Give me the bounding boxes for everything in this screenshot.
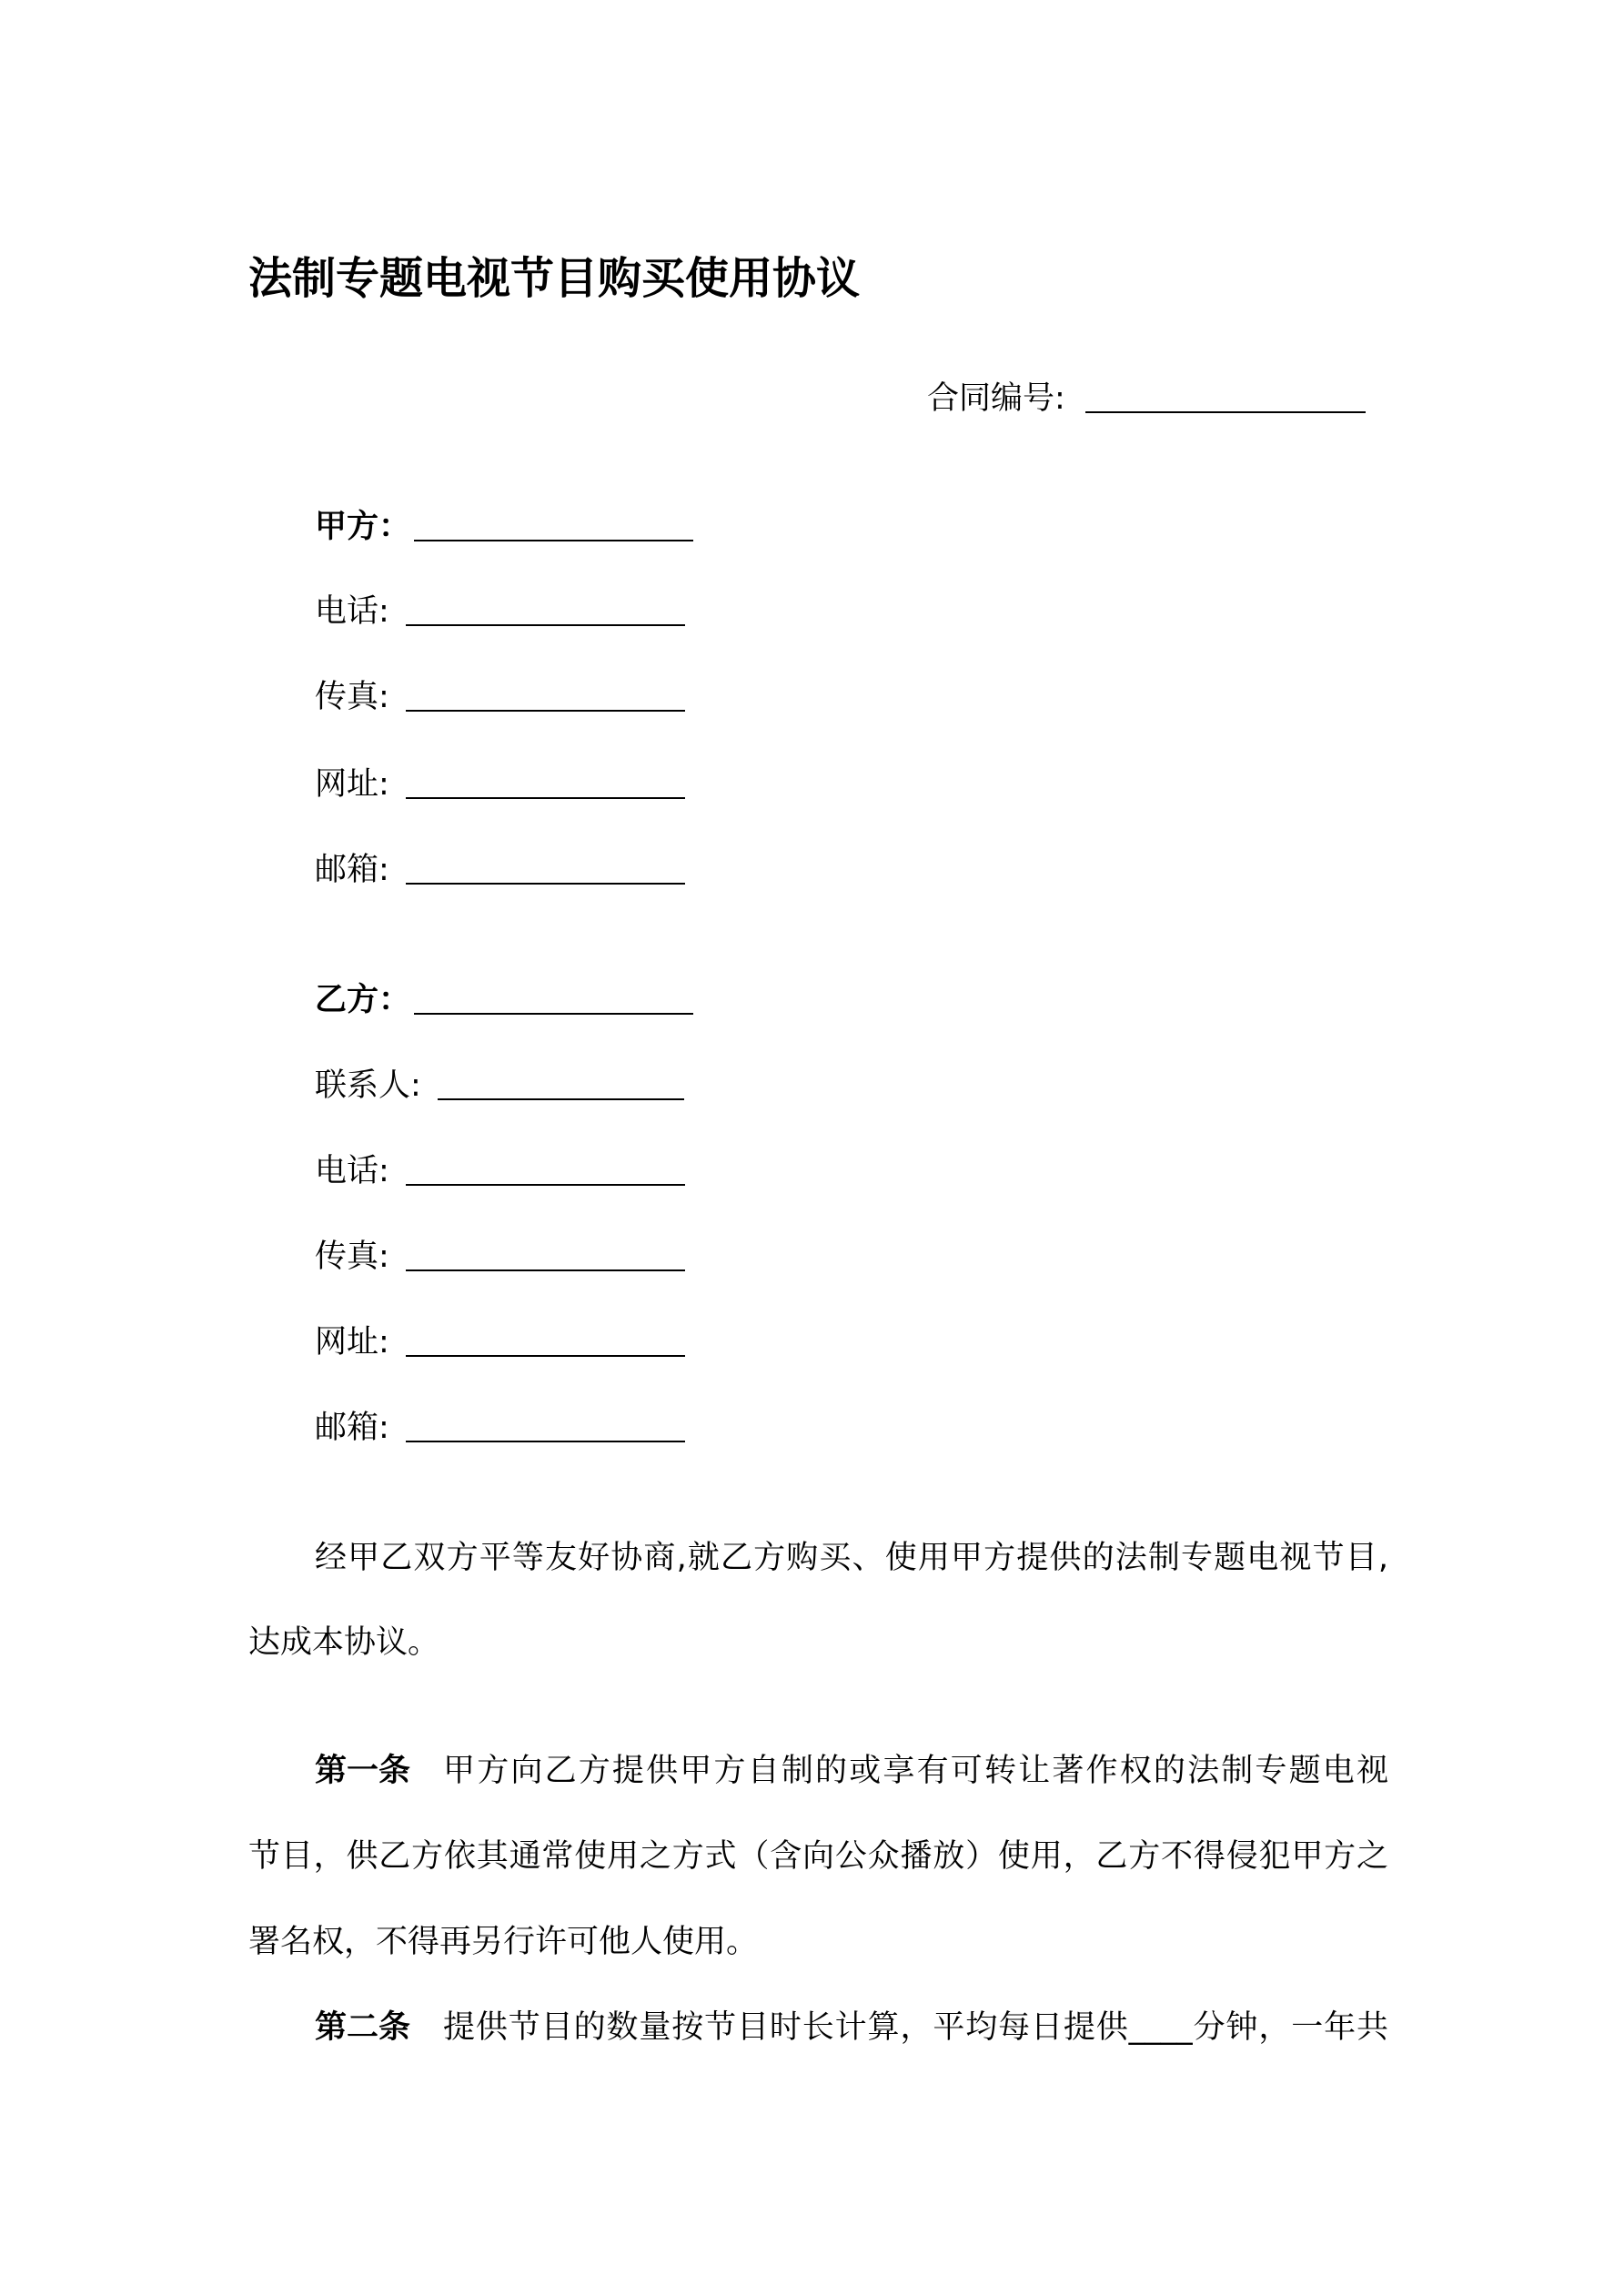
party-a-website-label: 网址: xyxy=(315,766,389,803)
party-b-phone-field xyxy=(315,1148,685,1194)
article-2-first-line xyxy=(315,2005,1388,2050)
party-b-fax-field xyxy=(315,1234,685,1279)
party-a-phone-field xyxy=(315,589,685,634)
party-b-field xyxy=(315,977,693,1023)
party-b-website-field xyxy=(315,1320,685,1365)
party-b-email-field xyxy=(315,1405,685,1451)
article-1-line: 节目，供乙方依其通常使用之方式（含向公众播放）使用，乙方不得侵犯甲方之 xyxy=(248,1838,1388,1875)
party-a-email-field xyxy=(315,847,685,893)
article-1-label: 第一条 xyxy=(315,1753,411,1789)
party-a-field xyxy=(315,504,693,550)
article-1-first-line xyxy=(315,1748,1388,1794)
party-b-website-blank[interactable] xyxy=(406,1328,685,1357)
party-a-fax-label: 传真: xyxy=(315,679,389,715)
article-2-text: 提供节目的数量按节目时长计算，平均每日提供____分钟，一年共 xyxy=(443,2009,1388,2046)
party-b-fax-label: 传真: xyxy=(315,1239,389,1275)
party-b-contact-field xyxy=(315,1063,684,1108)
party-a-email-label: 邮箱: xyxy=(315,852,389,888)
party-b-phone-blank[interactable] xyxy=(406,1157,685,1186)
party-b-website-label: 网址: xyxy=(315,1324,389,1360)
article-1-text: 甲方向乙方提供甲方自制的或享有可转让著作权的法制专题电视 xyxy=(443,1753,1388,1789)
party-a-website-blank[interactable] xyxy=(406,770,685,799)
intro-line: 达成本协议。 xyxy=(248,1624,440,1661)
party-a-phone-label: 电话: xyxy=(315,593,389,630)
intro-line: 经甲乙双方平等友好协商,就乙方购买、使用甲方提供的法制专题电视节目, xyxy=(315,1540,1388,1576)
party-a-fax-field xyxy=(315,674,685,720)
article-1-line: 署名权，不得再另行许可他人使用。 xyxy=(248,1924,759,1960)
article-2-label: 第二条 xyxy=(315,2009,411,2046)
party-a-fax-blank[interactable] xyxy=(406,683,685,712)
party-a-label: 甲方： xyxy=(315,509,411,545)
party-b-email-blank[interactable] xyxy=(406,1413,685,1442)
contract-number-field xyxy=(927,376,1366,421)
party-b-label: 乙方： xyxy=(315,982,411,1018)
party-a-email-blank[interactable] xyxy=(406,855,685,885)
party-a-phone-blank[interactable] xyxy=(406,597,685,626)
party-a-website-field xyxy=(315,762,685,807)
party-b-contact-label: 联系人: xyxy=(315,1067,421,1104)
party-b-fax-blank[interactable] xyxy=(406,1242,685,1271)
document-title: 法制专题电视节目购买使用协议 xyxy=(248,253,861,304)
party-b-contact-blank[interactable] xyxy=(438,1071,684,1100)
party-a-blank[interactable] xyxy=(414,512,693,541)
party-b-blank[interactable] xyxy=(414,986,693,1015)
party-b-phone-label: 电话: xyxy=(315,1153,389,1189)
party-b-email-label: 邮箱: xyxy=(315,1410,389,1446)
contract-number-label: 合同编号: xyxy=(927,380,1065,417)
contract-number-blank[interactable] xyxy=(1085,384,1366,413)
